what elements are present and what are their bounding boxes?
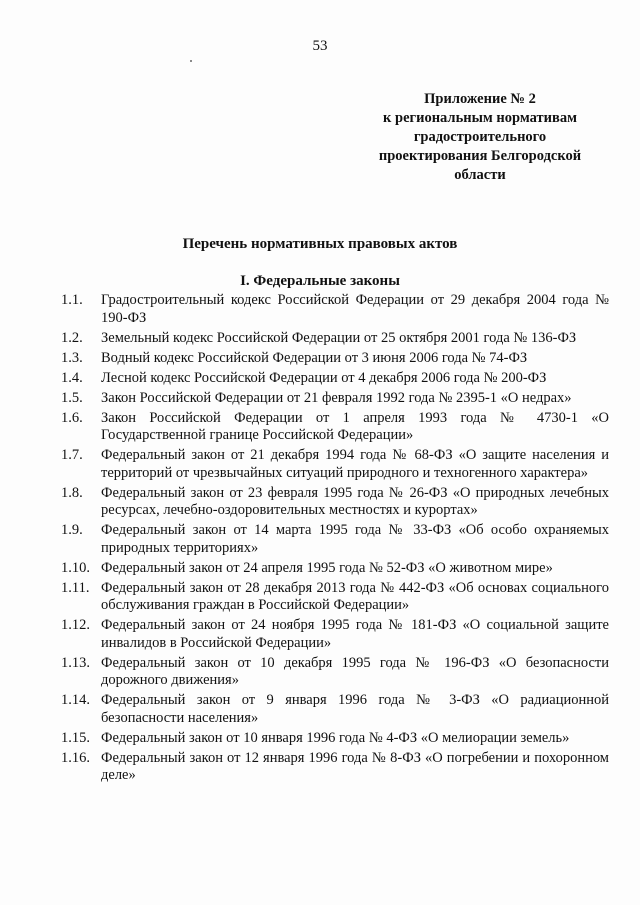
item-number: 1.11.: [61, 579, 90, 596]
item-text: Лесной кодекс Российской Федерации от 4 декабря 2006 года № 200-ФЗ: [101, 369, 547, 386]
list-item: [61, 410, 609, 445]
item-text: Федеральный закон от 21 декабря 1994 года № 68-ФЗ «О защите населения и территорий от чрезвычайных ситуаций природного и техногенного характера»: [101, 447, 609, 481]
list-item: [61, 485, 609, 520]
list-item: [61, 617, 609, 652]
item-number: 1.15.: [61, 729, 90, 746]
item-number: 1.7.: [61, 447, 83, 463]
item-text: Федеральный закон от 24 апреля 1995 года № 52-ФЗ «О животном мире»: [101, 559, 553, 576]
list-item: [61, 692, 609, 727]
page-number: 53: [312, 38, 328, 54]
list-item: [61, 292, 609, 327]
item-text: Земельный кодекс Российской Федерации от 25 октября 2001 года № 136-ФЗ: [101, 329, 577, 346]
item-number: 1.3.: [61, 349, 83, 366]
item-number: 1.6.: [61, 409, 83, 426]
list-item: [61, 350, 609, 368]
item-number: 1.10.: [61, 559, 90, 576]
scan-speck: [190, 60, 192, 62]
item-number: 1.2.: [61, 329, 83, 346]
item-text: Федеральный закон от 28 декабря 2013 года № 442-ФЗ «Об основах социального обслуживания граждан в Российской Федерации»: [101, 579, 609, 613]
section-title: I. Федеральные законы: [240, 273, 400, 289]
list-item: [61, 370, 609, 388]
appendix-line: проектирования Белгородской: [378, 148, 582, 164]
list-item: [61, 522, 609, 557]
item-number: 1.4.: [61, 369, 83, 386]
item-number: 1.8.: [61, 484, 83, 501]
item-number: 1.12.: [61, 617, 90, 633]
item-text: Федеральный закон от 24 ноября 1995 года № 181-ФЗ «О социальной защите инвалидов в Российской Федерации»: [101, 617, 609, 651]
item-number: 1.16.: [61, 749, 90, 766]
item-text: Градостроительный кодекс Российской Федерации от 29 декабря 2004 года № 190-ФЗ: [101, 292, 609, 326]
list-item: [61, 447, 609, 482]
appendix-line: области: [454, 167, 506, 183]
appendix-line: Приложение № 2: [424, 91, 536, 107]
appendix-header: [360, 90, 600, 185]
list-item: [61, 750, 609, 785]
item-text: Федеральный закон от 23 февраля 1995 года № 26-ФЗ «О природных лечебных ресурсах, лечебно-оздоровительных местностях и курортах»: [101, 484, 609, 518]
list-item: [61, 580, 609, 615]
document-title: Перечень нормативных правовых актов: [182, 236, 458, 252]
item-number: 1.5.: [61, 389, 83, 406]
item-number: 1.1.: [61, 292, 83, 308]
list-item: [61, 655, 609, 690]
appendix-line: градостроительного: [413, 129, 547, 145]
item-text: Закон Российской Федерации от 1 апреля 1993 года № 4730-1 «О Государственной границе Российской Федерации»: [101, 409, 609, 443]
item-text: Федеральный закон от 14 марта 1995 года № 33-ФЗ «Об особо охраняемых природных территориях»: [101, 522, 609, 556]
appendix-line: к региональным нормативам: [383, 110, 577, 126]
item-text: Водный кодекс Российской Федерации от 3 июня 2006 года № 74-ФЗ: [101, 349, 528, 366]
item-text: Закон Российской Федерации от 21 февраля 1992 года № 2395-1 «О недрах»: [101, 389, 572, 406]
list-item: [61, 390, 609, 408]
law-list: [61, 292, 609, 787]
list-item: [61, 730, 609, 748]
item-number: 1.13.: [61, 654, 90, 671]
item-text: Федеральный закон от 10 января 1996 года № 4-ФЗ «О мелиорации земель»: [101, 729, 570, 746]
item-text: Федеральный закон от 12 января 1996 года № 8-ФЗ «О погребении и похоронном деле»: [101, 749, 609, 783]
list-item: [61, 330, 609, 348]
item-text: Федеральный закон от 10 декабря 1995 года № 196-ФЗ «О безопасности дорожного движения»: [101, 654, 609, 688]
item-text: Федеральный закон от 9 января 1996 года № 3-ФЗ «О радиационной безопасности населения»: [101, 692, 609, 726]
item-number: 1.9.: [61, 522, 83, 538]
item-number: 1.14.: [61, 692, 90, 708]
list-item: [61, 560, 609, 578]
